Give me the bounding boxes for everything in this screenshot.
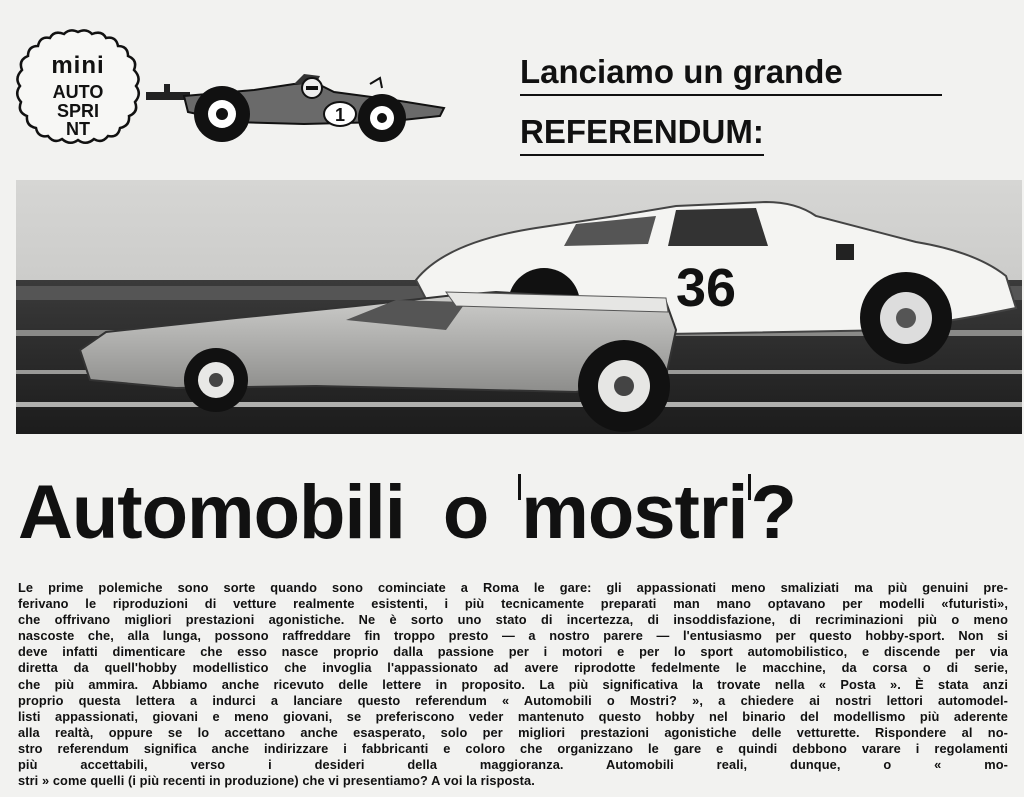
body-line: stri » come quelli (i più recenti in produzione) che vi presentiamo? A voi la risposta. bbox=[18, 773, 535, 789]
body-line: Le prime polemiche sono sorte quando sono cominciate a Roma le gare: gli appassionati meno smaliziati ma più genuini pre- bbox=[18, 580, 1008, 595]
article-title bbox=[18, 468, 1018, 558]
mini-autosprint-logo bbox=[14, 28, 142, 146]
logo-spri-text: SPRI bbox=[56, 101, 99, 121]
article-body bbox=[18, 580, 1008, 789]
logo-nt-text: NT bbox=[66, 119, 90, 139]
headline-line-2: REFERENDUM: bbox=[520, 112, 764, 156]
body-line: ferivano le riproduzioni di vetture realmente esistenti, i più tecnicamente preparati man mano optavano per modelli «futuristi», bbox=[18, 596, 1008, 612]
body-line: più accettabili, verso i desideri della maggioranza. Automobili reali, dunque, o « mo- bbox=[18, 757, 1008, 773]
body-line: deve infatti dimenticare che esso nasce proprio dalla passione per i motori e per lo sport automobilistico, e discende per via bbox=[18, 644, 1008, 660]
body-line: stro referendum significa anche indirizzare i fabbricanti e coloro che organizzano le gare e quindi debbono varare i regolamenti bbox=[18, 740, 1008, 756]
formula-car-illustration bbox=[144, 70, 454, 150]
body-line: listi appassionati, giovani e meno giovani, se preferiscono veder mantenuto questo hobby nel binario del modellismo più aderente bbox=[18, 708, 1008, 724]
title-word-mostri: mostri bbox=[521, 470, 748, 555]
logo-mini-text: mini bbox=[51, 52, 105, 79]
body-line: nascoste che, alla lunga, possono raffreddare fin troppo presto — a nostro parere — l'entusiasmo per questo hobby-sport. Non si bbox=[18, 628, 1008, 644]
car-number-label: 1 bbox=[334, 105, 346, 125]
title-word-automobili: Automobili bbox=[18, 470, 405, 555]
body-line: proprio questa lettera a indurci a lanciare questo referendum « Automobili o Mostri? », a chiedere ai nostri lettori automodel- bbox=[18, 692, 1008, 708]
body-line: alla realtà, oppure se lo accettano anche esasperato, solo per migliori prestazioni agonistiche delle vetturette. Rispondere al no- bbox=[18, 724, 1008, 740]
body-line: diretta da quell'hobby modellistico che invoglia l'appassionato ad avere riprodotte fedelmente le macchine, da corsa o di serie, bbox=[18, 660, 1008, 676]
title-question-mark: ? bbox=[750, 470, 796, 555]
title-word-o: o bbox=[442, 470, 489, 555]
body-line: che offrivano migliori prestazioni agonistiche. Ne è sorto uno stato di incertezza, di insoddisfazione, di recriminazioni più o meno bbox=[18, 612, 1008, 628]
body-line: che più ammira. Abbiamo anche ricevuto delle lettere in proposito. La più significativa la trovate nella « Posta ». È stata anzi bbox=[18, 676, 1008, 692]
headline-line-1: Lanciamo un grande bbox=[520, 52, 942, 96]
cars-photograph bbox=[16, 180, 1022, 434]
photo-car-number: 36 bbox=[675, 258, 737, 318]
logo-auto-text: AUTO bbox=[52, 82, 104, 102]
